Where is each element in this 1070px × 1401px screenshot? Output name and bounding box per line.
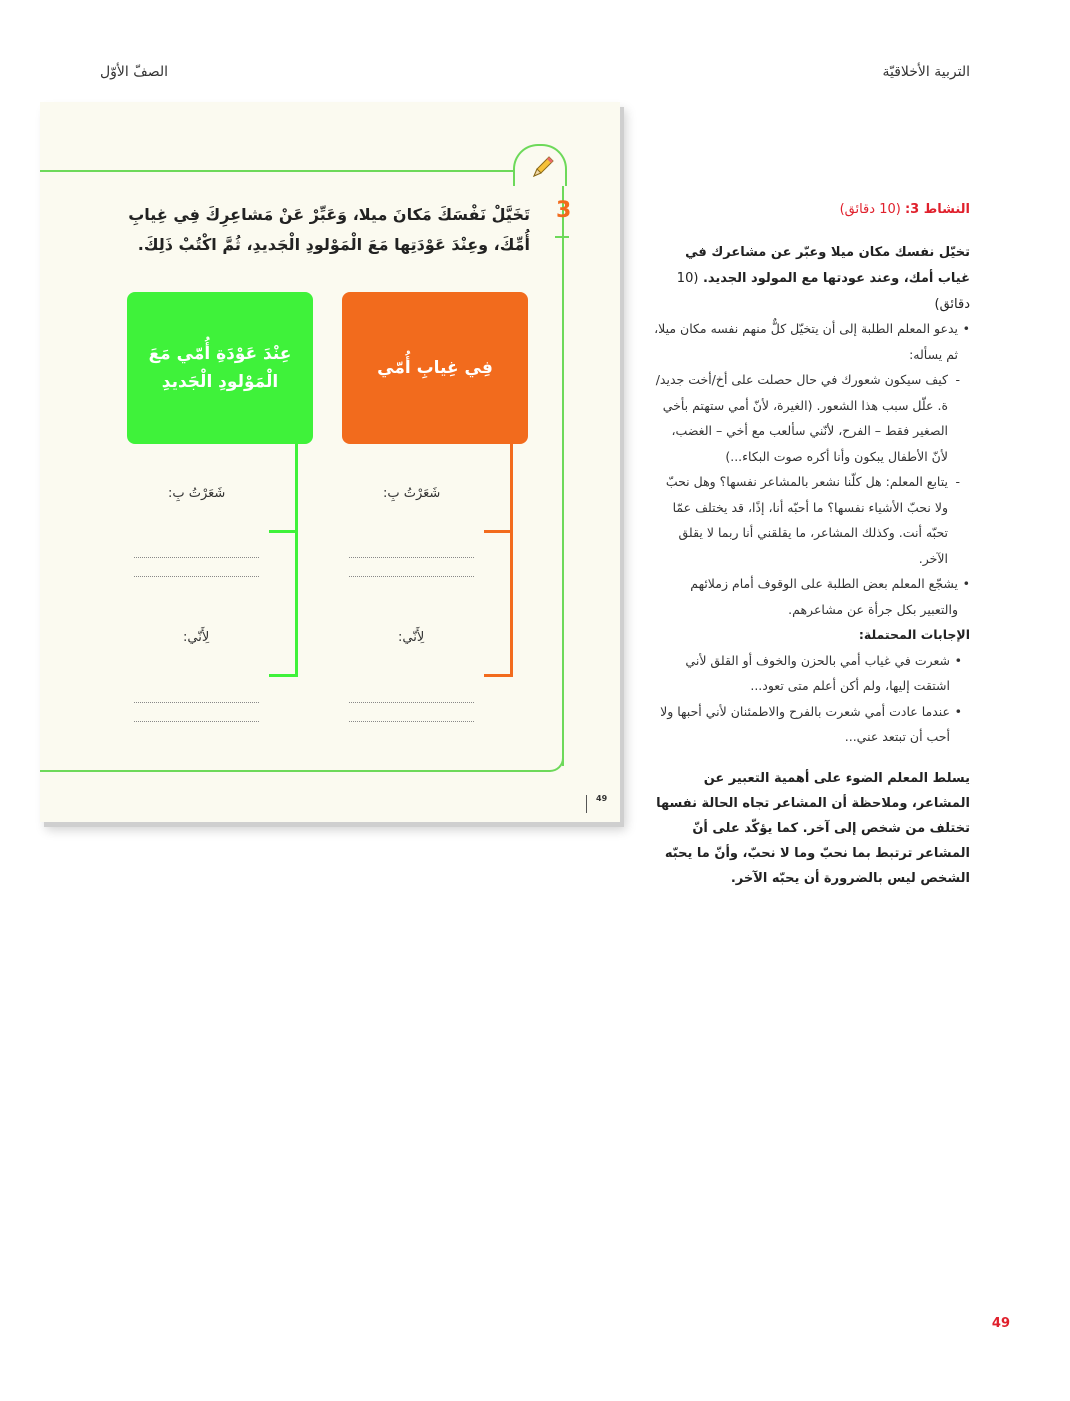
question-tick — [555, 236, 569, 238]
grade-label: الصفّ الأوّل — [100, 64, 169, 80]
return-felt-line-2 — [134, 576, 259, 577]
list-item: • يشجّع المعلم بعض الطلبة على الوقوف أمام زملائهم والتعبير بكل جرأة عن مشاعرهم. — [652, 571, 970, 622]
return-felt-label: شَعَرْتُ بِ: — [168, 486, 226, 501]
return-box — [127, 292, 313, 444]
student-page-thumbnail — [40, 102, 620, 822]
activity-question: تَخَيَّلْ نَفْسَكَ مَكانَ ميلا، وَعَبِّرْ عَنْ مَشاعِرِكَ فِي غِيابِ أُمِّكَ، وعِنْدَ عَوْدَتِها مَعَ الْمَوْلودِ الْجَديدِ، ثُمَّ اكْتُبْ ذَلِكَ. — [128, 205, 530, 254]
green-stem — [295, 444, 298, 676]
activity-frame — [40, 170, 564, 772]
list-item: - كيف سيكون شعورك في حال حصلت على أخ/أخت جديد/ة. علّل سبب هذا الشعور. (الغيرة، لأنّ أمي ستهتم بأخي الصغير فقط – الفرح، لأنّني سألعب مع أخي – الغضب، لأنّ الأطفال يبكون وأنا أكره صوت البكاء...) — [652, 367, 960, 469]
pencil-icon — [530, 154, 556, 180]
list-item: • عندما عادت أمي شعرت بالفرح والاطمئنان لأني أحبها ولا أحب أن تبتعد عني... — [652, 699, 962, 750]
absence-because-line-2 — [349, 721, 474, 722]
return-felt-line-1 — [134, 557, 259, 558]
small-page-number: 49 — [596, 794, 608, 803]
orange-stem — [510, 444, 513, 676]
summary-paragraph: يسلط المعلم الضوء على أهمية التعبير عن المشاعر، وملاحظة أن المشاعر تجاه الحالة نفسها تختلف من شخص إلى آخر. كما يؤكّد على أنّ المشاعر ترتبط بما نحبّ وما لا نحبّ، وأنّ ما يحبّه الشخص ليس بالضرورة أن يحبّه الآخر. — [656, 771, 970, 886]
page-number: 49 — [991, 1316, 1010, 1331]
return-because-line-1 — [134, 702, 259, 703]
list-item: • يدعو المعلم الطلبة إلى أن يتخيّل كلٌّ منهم نفسه مكان ميلا، ثم يسأله: — [652, 316, 970, 367]
return-box-label: عِنْدَ عَوْدَةِ أُمّي مَعَ الْمَوْلودِ الْجَديدِ — [148, 344, 292, 392]
absence-box-label: فِي غِيابِ أُمّي — [377, 358, 493, 378]
absence-felt-label: شَعَرْتُ بِ: — [383, 486, 441, 501]
list-item: - يتابع المعلم: هل كلّنا نشعر بالمشاعر نفسها؟ وهل نحبّ ولا نحبّ الأشياء نفسها؟ ما أحبّه أنا، إذًا، قد يختلف عمّا تحبّه أنت. وكذلك المشاعر، ما يقلقني أنا ربما لا يقلق الآخر. — [652, 469, 960, 571]
absence-felt-line-1 — [349, 557, 474, 558]
return-because-label: لِأَنّي: — [183, 630, 210, 645]
small-page-divider — [586, 795, 587, 813]
activity-label: النشاط 3: — [904, 202, 970, 217]
orange-branch-1 — [484, 530, 513, 533]
question-vertical-line — [562, 236, 564, 766]
intro-time: (10 دقائق) — [676, 271, 970, 312]
intro-text: تخيّل نفسك مكان ميلا وعبّر عن مشاعرك في غياب أمك، وعند عودتها مع المولود الجديد. — [685, 245, 970, 286]
absence-because-label: لِأَنّي: — [398, 630, 425, 645]
green-branch-2 — [269, 674, 298, 677]
instructions-list — [652, 316, 970, 750]
orange-branch-2 — [484, 674, 513, 677]
answers-heading: الإجابات المحتملة: — [858, 627, 970, 642]
activity-number: 3 — [556, 198, 572, 223]
activity-title — [652, 202, 970, 217]
book-title: التربية الأخلاقيّة — [882, 64, 970, 80]
list-item: • شعرت في غياب أمي بالحزن والخوف أو القلق لأني اشتقت إليها، ولم أكن أعلم متى تعود... — [652, 648, 962, 699]
return-because-line-2 — [134, 721, 259, 722]
green-branch-1 — [269, 530, 298, 533]
absence-because-line-1 — [349, 702, 474, 703]
activity-intro — [652, 240, 970, 318]
activity-time: (10 دقائق) — [839, 202, 901, 217]
absence-felt-line-2 — [349, 576, 474, 577]
absence-box — [342, 292, 528, 444]
